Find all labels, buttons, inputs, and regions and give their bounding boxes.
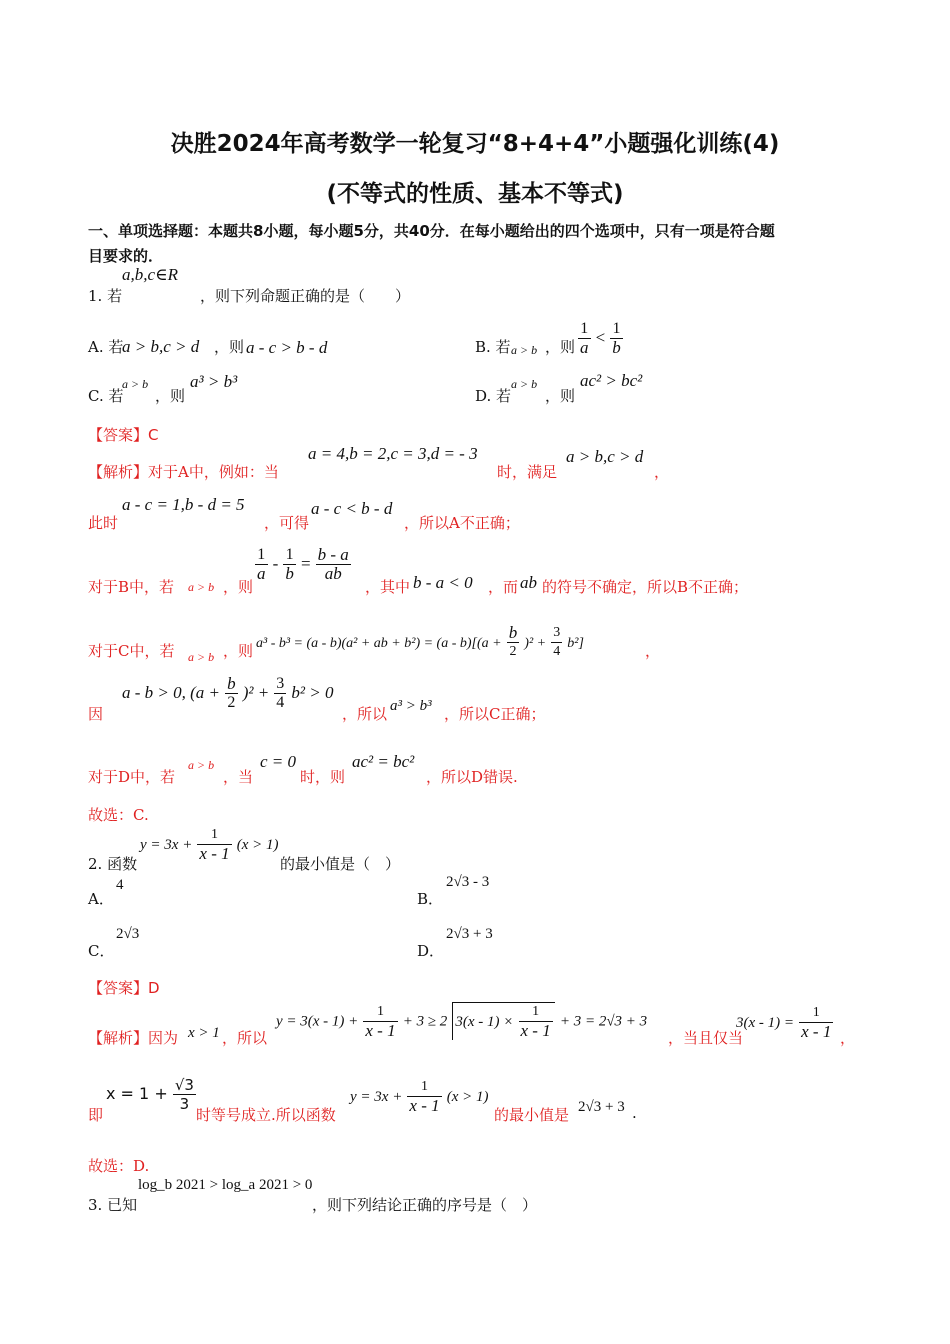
q2-expl-equality: 3(x - 1) = $\frac{1}{x - 1}$: [736, 1005, 832, 1041]
q1-option-d-cond: a > b: [511, 377, 538, 391]
q1-option-a-label: A. 若: [88, 338, 124, 356]
q1-expl-b-neg: b - a < 0: [413, 573, 473, 592]
q2-choose: 故选：D.: [88, 1157, 150, 1175]
q2-expl-function: y = 3x + $\frac{1}{x - 1}$ (x > 1): [350, 1079, 489, 1115]
q1-expl-a-when: 时，满足: [497, 463, 558, 481]
q2-expl-start: 【解析】因为: [88, 1029, 179, 1047]
q1-expl-d-start: 对于D中，若: [88, 768, 176, 786]
q1-expl-c-comma: ，: [645, 642, 661, 660]
q1-option-c-cond: a > b: [122, 377, 149, 391]
q1-expl-a-result: a - c < b - d: [311, 499, 393, 518]
q1-option-d-then: ，则: [545, 387, 576, 405]
q1-expl-b-where: ，其中: [365, 578, 411, 596]
q1-expl-b-formula: $\frac{1}{a}$ - $\frac{1}{b}$ = $\frac{b - a}{ab}$: [257, 545, 349, 583]
q2-option-a-value: 4: [116, 877, 124, 893]
q2-expl-x: x > 1: [188, 1025, 220, 1041]
q1-answer: 【答案】C: [88, 426, 159, 444]
q1-expl-b-conclusion: 的符号不确定，所以B不正确；: [542, 578, 749, 596]
q1-condition: a,b,c∈R: [122, 265, 179, 284]
q1-expl-b-cond: a > b: [188, 580, 215, 594]
q1-expl-c-positive: a - b > 0, (a + $\frac{b}{2}$ )² + $\frac{3}{4}$ b² > 0: [122, 674, 334, 711]
q1-option-b-cond: a > b: [511, 343, 538, 357]
q1-expl-d-conclusion: ，所以D错误.: [426, 768, 518, 786]
q1-expl-a-values: a = 4,b = 2,c = 3,d = - 3: [308, 444, 478, 463]
q1-option-c-label: C. 若: [88, 387, 124, 405]
q2-expl-ie: 即: [88, 1106, 104, 1124]
q2-answer: 【答案】D: [88, 979, 160, 997]
q2-function: y = 3x + $\frac{1}{x - 1}$ (x > 1): [140, 827, 279, 863]
q1-expl-c-since: 因: [88, 705, 104, 723]
q1-option-c-result: a³ > b³: [190, 372, 238, 391]
q3-prefix: 3. 已知: [88, 1196, 138, 1214]
q1-stem: ，则下列命题正确的是（ ）: [200, 287, 411, 305]
title-line-1: 决胜2024年高考数学一轮复习“8+4+4”小题强化训练(4): [170, 131, 780, 157]
q1-option-b-then: ，则: [545, 338, 576, 356]
section-heading: 一、单项选择题：本题共8小题，每小题5分，共40分．在每小题给出的四个选项中，只有一项是符合题: [88, 222, 775, 240]
q1-option-b-label: B. 若: [475, 338, 511, 356]
q1-expl-a-comma: ，: [654, 463, 670, 481]
q2-expl-xvalue: x = 1 + $\frac{√3}{3}$: [106, 1076, 194, 1113]
q2-expl-period: .: [632, 1104, 637, 1122]
q1-option-a-then: ，则: [214, 338, 245, 356]
q1-expl-d-cond: a > b: [188, 758, 215, 772]
q3-stem: ，则下列结论正确的序号是（ ）: [312, 1196, 538, 1214]
q1-expl-a-get: ，可得: [264, 514, 310, 532]
q1-choose: 故选：C.: [88, 806, 149, 824]
q1-option-a-cond: a > b,c > d: [122, 337, 200, 356]
q1-option-a-result: a - c > b - d: [246, 338, 328, 357]
q1-expl-c-result: a³ > b³: [390, 698, 432, 714]
q1-expl-b-start: 对于B中，若: [88, 578, 175, 596]
q1-option-d-label: D. 若: [475, 387, 512, 405]
q1-expl-b-ab: ab: [520, 573, 537, 592]
title-line-2: (不等式的性质、基本不等式): [326, 181, 624, 207]
q2-option-c-label: C．: [88, 942, 115, 960]
q1-expl-b-then: ，则: [223, 578, 254, 596]
q1-expl-a-cond: a > b,c > d: [566, 447, 644, 466]
q1-prefix: 1. 若: [88, 287, 123, 305]
q2-option-b-label: B．: [417, 890, 444, 908]
q1-expl-a-then: 此时: [88, 514, 119, 532]
q2-stem: 的最小值是（ ）: [280, 855, 401, 873]
q2-prefix: 2. 函数: [88, 855, 138, 873]
q2-expl-inequality: y = 3(x - 1) + $\frac{1}{x - 1}$ + 3 ≥ 2 3(x - 1) × $\frac{1}{x - 1}$ + 3 = 2√3 + 3: [276, 1003, 648, 1040]
q1-expl-d-result: ac² = bc²: [352, 752, 415, 771]
q2-option-a-label: A．: [88, 890, 114, 908]
q1-expl-c-factor: a³ - b³ = (a - b)(a² + ab + b²) = (a - b)[(a + $\frac{b}{2}$ )² + $\frac{3}{4}$ b²]: [256, 623, 584, 659]
section-heading-cont: 目要求的．: [88, 247, 164, 265]
q1-expl-a-conclusion: ，所以A不正确；: [404, 514, 520, 532]
q1-option-c-then: ，则: [155, 387, 186, 405]
q2-option-d-label: D．: [417, 942, 445, 960]
q2-expl-equal-holds: 时等号成立.所以函数: [196, 1106, 336, 1124]
q2-option-b-value: 2√3 - 3: [446, 874, 490, 890]
q1-expl-c-so: ，所以: [342, 705, 388, 723]
q1-expl-d-c: c = 0: [260, 752, 297, 771]
q2-expl-so: ，所以: [222, 1029, 268, 1047]
q2-expl-comma: ，: [840, 1029, 856, 1047]
q1-expl-d-then: 时，则: [300, 768, 346, 786]
q1-expl-d-when: ，当: [223, 768, 254, 786]
q1-expl-c-then: ，则: [223, 642, 254, 660]
q2-expl-min: 2√3 + 3: [578, 1099, 625, 1115]
q1-expl-a-start: 【解析】对于A中，例如：当: [88, 463, 279, 481]
q2-option-d-value: 2√3 + 3: [446, 926, 493, 942]
q1-expl-c-cond: a > b: [188, 650, 215, 664]
q1-expl-c-conclusion: ，所以C正确；: [444, 705, 546, 723]
q1-option-b-result: $\frac{1}{a}$ < $\frac{1}{b}$: [580, 320, 621, 357]
q1-expl-c-start: 对于C中，若: [88, 642, 175, 660]
q2-option-c-value: 2√3: [116, 926, 140, 942]
q3-condition: log_b 2021 > log_a 2021 > 0: [138, 1177, 313, 1193]
q1-expl-b-and: ，而: [488, 578, 519, 596]
q2-expl-min-is: 的最小值是: [494, 1106, 570, 1124]
q2-expl-iff: ，当且仅当: [668, 1029, 744, 1047]
q1-expl-a-calc: a - c = 1,b - d = 5: [122, 495, 245, 514]
q1-option-d-result: ac² > bc²: [580, 371, 643, 390]
